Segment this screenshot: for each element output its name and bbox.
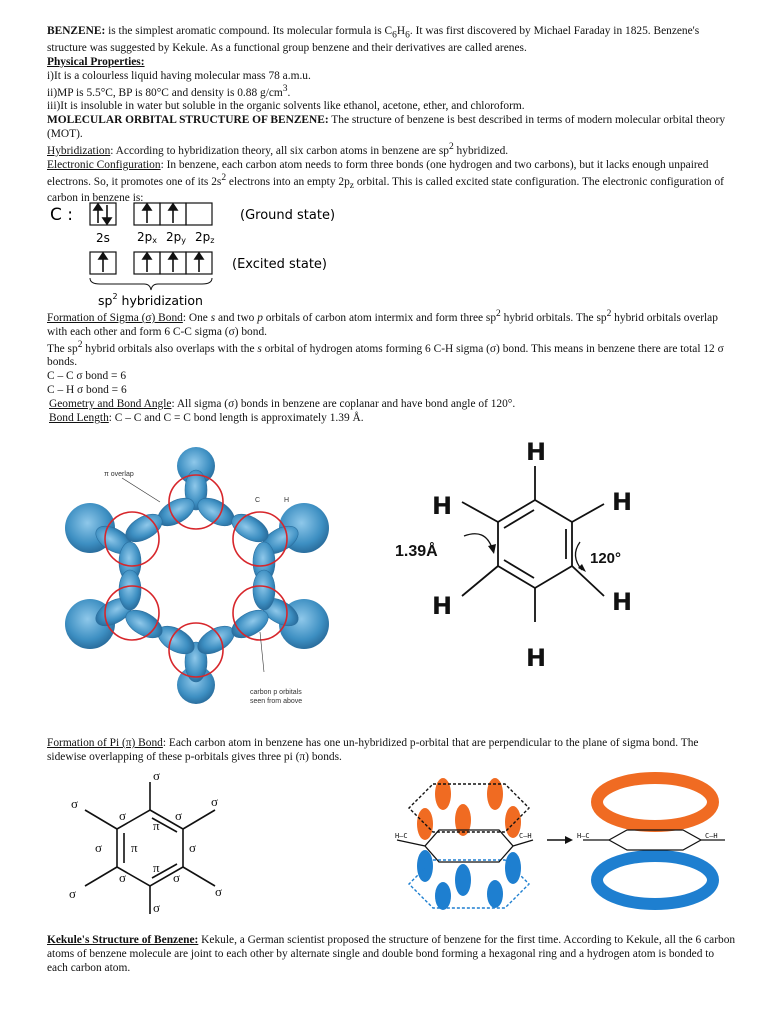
sigma-label: σ: [189, 840, 197, 855]
cc-bond-count: C – C σ bond = 6: [47, 370, 127, 383]
hybridization-text: : According to hybridization theory, all six carbon atoms in benzene are sp: [110, 144, 449, 157]
bond-length-paragraph: [47, 412, 737, 426]
sigma-s: s: [210, 311, 216, 324]
text-block-kekule: [47, 934, 737, 976]
sp2-hybridization-label: $sp^2$ hybridization: [98, 292, 203, 308]
hexagon: [498, 500, 572, 588]
kekule-text: Kekule, a German scientist proposed the structure of benzene for the first time. According to Kekule, all the 6 carbon atoms of benzene molecule are joint to each other by alternate single and double bond forming a hexagonal ring and a hydrogen atom is bonded to each carbon atom.: [47, 934, 736, 974]
lower-lobe: [455, 864, 471, 896]
bond-length-label: Bond Length: [49, 411, 109, 424]
2pz-label: 2pz: [195, 230, 215, 245]
2s-label: 2s: [96, 231, 110, 245]
sigma-t5: hybrid orbitals overlap with each other and form 6 C-C sigma (σ) bond.: [47, 311, 718, 338]
sigma-l2sup: 2: [77, 339, 83, 350]
sigma-l2s: s: [257, 342, 262, 355]
pi-labels: [131, 818, 160, 875]
sigma-label: σ: [153, 768, 161, 783]
upper-lobe: [435, 778, 451, 810]
electron-configuration-diagram: [40, 198, 420, 310]
ch-bond-upper-right: [572, 504, 604, 522]
property-2-text: ii)MP is 5.5°C, BP is 80°C and density is 0.88 g/cm: [47, 86, 283, 99]
sigma-t4: hybrid orbitals. The sp: [500, 311, 607, 324]
h-bottom: H: [526, 644, 547, 672]
property-2: [47, 84, 737, 101]
text-block-sigma: [47, 309, 737, 426]
sigma-l2b: hybrid orbitals also overlaps with the: [82, 342, 258, 355]
pi-paragraph: [47, 737, 737, 765]
double-bond-1: [504, 510, 534, 528]
sigma-h-upper-right: [183, 810, 215, 829]
h-lower-right: H: [612, 588, 633, 616]
benzene-ring: [462, 466, 604, 622]
ec-text-2: electrons into an empty 2p: [226, 175, 350, 188]
pi-electron-cloud-figure: [395, 768, 740, 918]
caption-pointer: [260, 632, 264, 672]
geometry-text: : All sigma (σ) bonds in benzene are coplanar and have bond angle of 120°.: [171, 398, 516, 411]
lower-lobe: [487, 880, 503, 908]
lower-lobes: [417, 850, 521, 910]
hybridization-brace: [90, 278, 212, 290]
sigma-label: σ: [215, 884, 223, 899]
p-orbital-overlap-figure: [52, 432, 362, 722]
sigma-label: σ: [71, 796, 79, 811]
hydrogen-label: H: [284, 497, 290, 504]
ch-bond-lower-right: [572, 566, 604, 596]
transition-arrowhead: [565, 836, 573, 844]
p-orbital-lobes: [417, 778, 521, 910]
sp2-lobes: [91, 470, 303, 682]
ch-bond-lower-left: [462, 566, 498, 596]
sigma-ch-paragraph: [47, 340, 737, 371]
benzene-bond-geometry-figure: [390, 432, 650, 677]
hybridization-sup: 2: [448, 142, 454, 152]
intro-text-2: H: [396, 25, 406, 37]
hybridization-paragraph: [47, 142, 737, 159]
intro-sub-1: 6: [392, 30, 397, 41]
lobe: [253, 570, 275, 610]
2px-label: 2px: [137, 230, 157, 245]
kekule-paragraph: [47, 934, 737, 976]
sigma-l2a: The sp: [47, 342, 78, 355]
carbon-hexagon: [425, 830, 513, 862]
ground-2s-box: [90, 203, 116, 225]
ground-2pz-box: [186, 203, 212, 225]
mot-text: The structure of benzene is best described in terms of modern molecular orbital theory (MOT).: [47, 114, 726, 141]
sigma-label: σ: [119, 808, 127, 823]
sigma-label: σ: [95, 840, 103, 855]
c-h-label-right: C–H: [519, 832, 532, 840]
upper-lobe: [417, 808, 433, 840]
ch-bond-upper-left: [462, 502, 498, 522]
lower-lobe: [417, 850, 433, 882]
pi-text: : Each carbon atom in benzene has one un-hybridized p-orbital that are perpendicular to the plane of sigma bond. The sidewise overlapping of these p-orbitals gives three pi (π) bonds.: [47, 737, 699, 763]
sigma-label: σ: [175, 808, 183, 823]
ring-c-h-label: C–H: [705, 832, 718, 840]
sigma-h-lower-left: [85, 867, 117, 886]
h-upper-left: H: [432, 492, 453, 520]
bond-length-arrowhead: [488, 544, 496, 554]
intro-text-3: . It was first discovered by Michael Faraday in 1825. Benzene's structure was suggested by Kekule. As a functional group benzene and their derivatives are called arenes.: [47, 25, 700, 54]
sigma-label: σ: [119, 870, 127, 885]
atom-label: C :: [50, 205, 74, 225]
benzene-heading: BENZENE:: [47, 25, 106, 37]
sigma-label: σ: [211, 794, 219, 809]
bond-angle-annotation: 120°: [590, 550, 622, 567]
pi-label: Formation of Pi (π) Bond: [47, 737, 163, 749]
bond-length-arrow: [464, 534, 492, 548]
lower-pi-ring: [597, 856, 713, 904]
sigma-h-upper-left: [85, 810, 117, 829]
sigma-label: σ: [173, 870, 181, 885]
sigma-t2: and two: [215, 311, 258, 324]
mot-paragraph: [47, 114, 737, 142]
upper-lobe: [487, 778, 503, 810]
property-2-sup: 3: [282, 83, 288, 94]
sigma-pi-framework-figure: [55, 768, 250, 918]
h-c-bond-left: [397, 840, 425, 846]
ground-state-label: (Ground state): [240, 208, 336, 223]
bond-length-text: : C – C and C = C bond length is approximately 1.39 Å.: [108, 411, 364, 424]
ring-skeleton: [609, 830, 701, 850]
sigma-paragraph: [47, 309, 737, 340]
upper-lobes: [417, 778, 521, 840]
sigma-p: p: [257, 311, 263, 324]
sigma-sup2: 2: [606, 309, 612, 319]
c-h-bond-right: [513, 840, 533, 846]
text-block-pi: [47, 737, 737, 765]
pi-overlap-label: π overlap: [104, 471, 134, 478]
upper-lobe: [455, 804, 471, 836]
pi-label: π: [153, 860, 160, 875]
physical-properties-heading: Physical Properties:: [47, 55, 145, 68]
geometry-label: Geometry and Bond Angle: [49, 398, 172, 411]
caption-line-2: seen from above: [250, 698, 303, 705]
sigma-label: σ: [153, 900, 161, 915]
sigma-l2c: orbital of hydrogen atoms forming 6 C-H sigma (σ) bond. This means in benzene there are total 12 σ bonds.: [47, 342, 724, 369]
ground-arrows: [94, 204, 177, 224]
property-3: iii)It is insoluble in water but soluble in the organic solvents like ethanol, acetone, ether, and chloroform.: [47, 100, 525, 113]
2py-label: 2py: [166, 230, 186, 245]
lower-lobe: [505, 852, 521, 884]
excited-arrows: [99, 253, 203, 272]
h-c-label-left: H–C: [395, 832, 408, 840]
caption-line-1: carbon p orbitals: [250, 689, 302, 696]
pi-label: π: [131, 840, 138, 855]
ec-text-1: : In benzene, each carbon atom needs to form three bonds (one hydrogen and two carbons), but it lacks enough unpaired electrons. So, it promotes one of its 2s: [47, 158, 709, 188]
geometry-paragraph: [47, 398, 737, 412]
lobe: [119, 570, 141, 610]
ring-h-c-label: H–C: [577, 832, 590, 840]
intro-paragraph: [47, 25, 737, 56]
h-top: H: [526, 438, 547, 466]
electronic-config-label: Electronic Configuration: [47, 158, 161, 171]
sigma-label: σ: [69, 886, 77, 901]
hybridization-end: hybridized.: [453, 144, 509, 157]
sigma-t3: orbitals of carbon atom intermix and form three sp: [262, 311, 497, 324]
ec-text-3: orbital. This is called excited state configuration. The electronic configuration of carbon in benzene is:: [47, 175, 724, 205]
double-bond-3: [504, 560, 534, 578]
carbon-label: C: [255, 497, 261, 504]
kekule-label: Kekule's Structure of Benzene:: [47, 934, 199, 946]
property-1: i)It is a colourless liquid having molecular mass 78 a.m.u.: [47, 69, 311, 82]
pi-cloud-rings: [577, 778, 725, 904]
sigma-h-lower-right: [183, 867, 215, 886]
intro-sub-2: 6: [405, 30, 410, 41]
upper-pi-ring: [597, 778, 713, 826]
lower-lobe: [435, 882, 451, 910]
text-block-top: [47, 25, 737, 206]
excited-state-label: (Excited state): [232, 257, 327, 272]
pi-overlap-pointer: [122, 478, 160, 502]
sigma-label: Formation of Sigma (σ) Bond: [47, 311, 183, 324]
sigma-t1: : One: [182, 311, 211, 324]
h-upper-right: H: [612, 488, 633, 516]
hybridization-label: Hybridization: [47, 144, 111, 157]
ec-sub: z: [349, 180, 354, 191]
intro-text-1: is the simplest aromatic compound. Its molecular formula is C: [105, 25, 393, 37]
pi-label: π: [153, 818, 160, 833]
h-lower-left: H: [432, 592, 453, 620]
mot-heading: MOLECULAR ORBITAL STRUCTURE OF BENZENE:: [47, 114, 329, 127]
sigma-labels: [69, 768, 222, 915]
ec-sup: 2: [221, 172, 227, 183]
property-2-end: .: [287, 86, 291, 99]
sigma-sup1: 2: [496, 309, 501, 319]
ch-bond-count: C – H σ bond = 6: [47, 384, 127, 397]
bond-length-annotation: 1.39Å: [395, 543, 438, 560]
